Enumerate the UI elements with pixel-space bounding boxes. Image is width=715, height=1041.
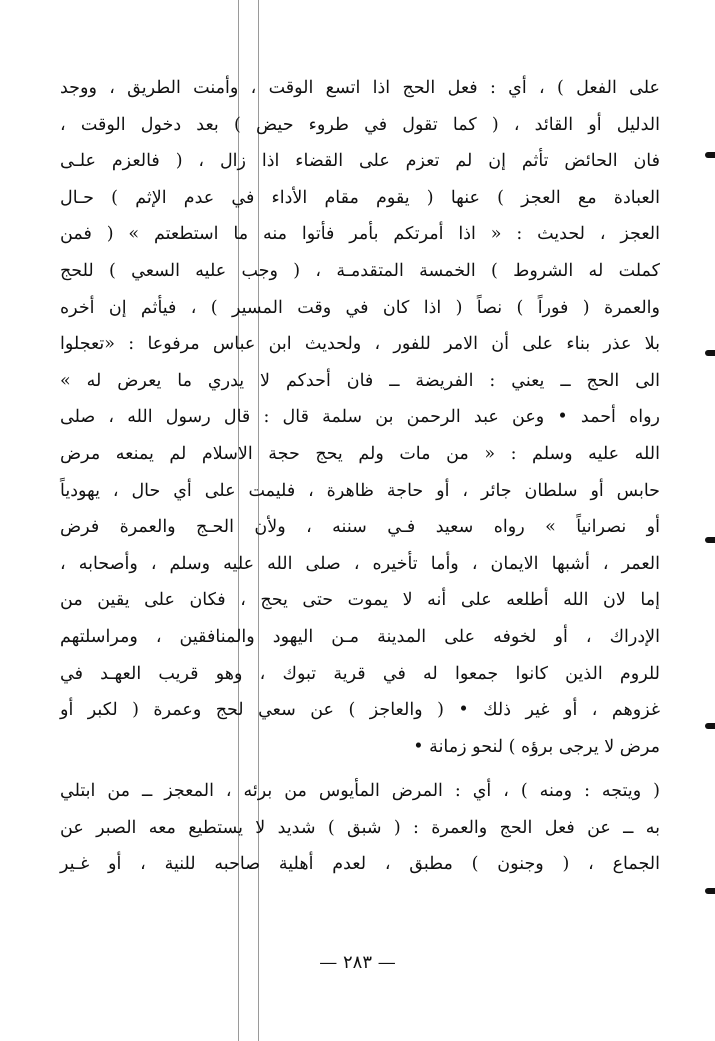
text-line: والعمرة ( فوراً ) نصاً ( اذا كان في وقت المسير ) ، فيأثم إن أخره	[60, 297, 660, 318]
text-line: غزوهم ، أو غير ذلك • ( والعاجز ) عن سعي لحج وعمرة ( لكبر أو	[60, 700, 660, 721]
body-text	[60, 70, 660, 883]
text-line: إما لان الله أطلعه على أنه لا يموت حتى يحج ، فكان على يقين من	[60, 590, 660, 611]
text-line: به ــ عن فعل الحج والعمرة : ( شبق ) شديد لا يستطيع معه الصبر عن	[60, 817, 660, 838]
text-line: فان الحائض تأثم إن لم تعزم على القضاء اذا زال ، ( فالعزم علـى	[60, 151, 660, 172]
text-line-paragraph-start: ( ويتجه : ومنه ) ، أي : المرض المأيوس من برئه ، المعجز ــ من ابتلي	[60, 781, 660, 802]
edge-mark-5	[705, 888, 715, 894]
text-line: الله عليه وسلم : « من مات ولم يحج حجة الاسلام لم يمنعه مرض	[60, 443, 660, 464]
text-line: العجز ، لحديث : « اذا أمرتكم بأمر فأتوا منه ما استطعتم » ( فمن	[60, 224, 660, 245]
text-line: الجماع ، ( وجنون ) مطبق ، لعدم أهلية صاحبه للنية ، أو غـير	[60, 854, 660, 875]
text-line: رواه أحمد • وعن عبد الرحمن بن سلمة قال : قال رسول الله ، صلى	[60, 407, 660, 428]
text-line: العمر ، أشبها الايمان ، وأما تأخيره ، صلى الله عليه وسلم ، وأصحابه ،	[60, 553, 660, 574]
text-line: أو نصرانياً » رواه سعيد فـي سننه ، ولأن الحـج والعمرة فرض	[60, 517, 660, 538]
page-number: — ٢٨٣ —	[319, 952, 396, 973]
text-line-paragraph-end: مرض لا يرجى برؤه ) لنحو زمانة •	[413, 736, 660, 757]
text-line: الى الحج ــ يعني : الفريضة ــ فان أحدكم لا يدري ما يعرض له »	[60, 370, 660, 391]
edge-mark-2	[705, 350, 715, 356]
edge-mark-1	[705, 152, 715, 158]
text-line: للروم الذين كانوا جمعوا له في قرية تبوك ، وهو قريب العهـد في	[60, 663, 660, 684]
text-line: على الفعل ) ، أي : فعل الحج اذا اتسع الوقت ، وأمنت الطريق ، ووجد	[60, 78, 660, 98]
text-line: العبادة مع العجز ) عنها ( يقوم مقام الأداء في عدم الإثم ) حـال	[60, 187, 660, 208]
text-line: كملت له الشروط ) الخمسة المتقدمـة ، ( وجب عليه السعي ) للحج	[60, 260, 660, 281]
text-line: الدليل أو القائد ، ( كما تقول في طروء حيض ) بعد دخول الوقت ،	[60, 114, 660, 135]
edge-mark-3	[705, 537, 715, 543]
text-line: بلا عذر بناء على أن الامر للفور ، ولحديث ابن عباس مرفوعا : «تعجلوا	[60, 334, 660, 355]
text-line: حابس أو سلطان جائر ، أو حاجة ظاهرة ، فليمت على أي حال ، يهودياً	[60, 480, 660, 501]
edge-mark-4	[705, 723, 715, 729]
text-line: الإدراك ، أو لخوفه على المدينة مـن اليهود والمنافقين ، ومراسلتهم	[60, 626, 660, 647]
